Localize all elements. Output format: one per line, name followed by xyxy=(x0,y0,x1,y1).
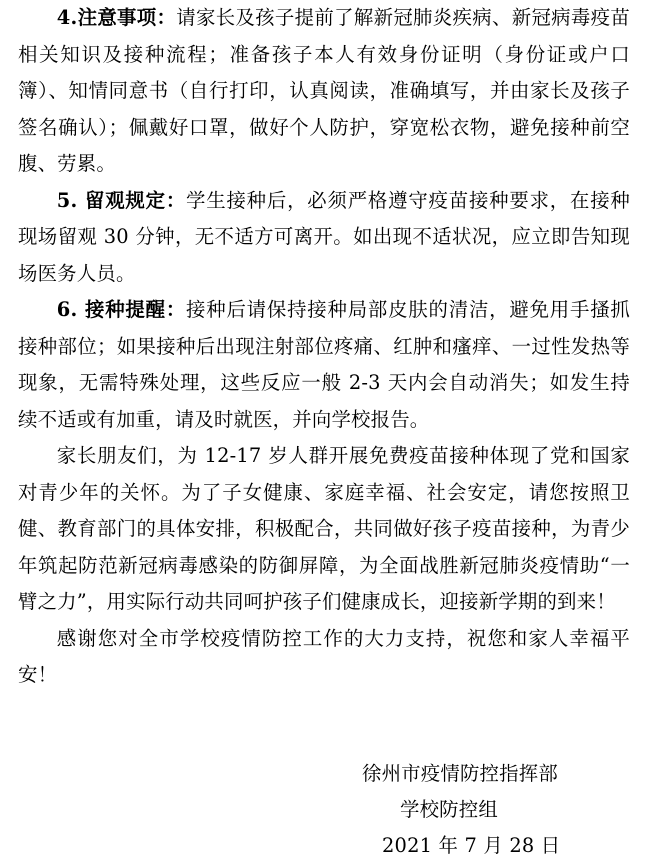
thanks-paragraph: 感谢您对全市学校疫情防控工作的大力支持，祝您和家人幸福平安！ xyxy=(18,626,630,686)
item5-text: 学生接种后，必须严格遵守疫苗接种要求，在接种现场留观 30 分钟，无不适方可离开。如出现不适状况，应立即告知现场医务人员。 xyxy=(18,188,630,285)
notice-document xyxy=(18,0,630,694)
item5-paragraph xyxy=(18,183,630,293)
item6-paragraph xyxy=(18,292,630,438)
signature-date: 2021 年 7 月 28 日 xyxy=(382,834,561,857)
signature-org: 徐州市疫情防控指挥部 xyxy=(362,762,558,785)
item6-label: 6. 接种提醒： xyxy=(56,298,187,321)
item4-paragraph xyxy=(18,0,630,183)
item4-label: 4.注意事项： xyxy=(56,6,177,29)
appeal-paragraph: 家长朋友们，为 12-17 岁人群开展免费疫苗接种体现了党和国家对青少年的关怀。为了子女健康、家庭幸福、社会安定，请您按照卫健、教育部门的具体安排，积极配合，共同做好孩子疫苗接种，为青少年筑起防范新冠病毒感染的防御屏障，为全面战胜新冠肺炎疫情助“一臂之力”，用实际行动共同呵护孩子们健康成长，迎接新学期的到来！ xyxy=(18,444,630,613)
signature-group: 学校防控组 xyxy=(400,798,498,821)
item5-label: 5. 留观规定： xyxy=(56,188,187,212)
item4-text: 请家长及孩子提前了解新冠肺炎疾病、新冠病毒疫苗相关知识及接种流程；准备孩子本人有效身份证明（身份证或户口簿）、知情同意书（自行打印，认真阅读，准确填写，并由家长及孩子签名确认）；佩戴好口罩，做好个人防护，穿宽松衣物，避免接种前空腹、劳累。 xyxy=(18,6,630,175)
item6-text: 接种后请保持接种局部皮肤的清洁，避免用手搔抓接种部位；如果接种后出现注射部位疼痛、红肿和瘙痒、一过性发热等现象，无需特殊处理，这些反应一般 2-3 天内会自动消失；如发生持续不适或有加重，请及时就医，并向学校报告。 xyxy=(18,298,630,431)
